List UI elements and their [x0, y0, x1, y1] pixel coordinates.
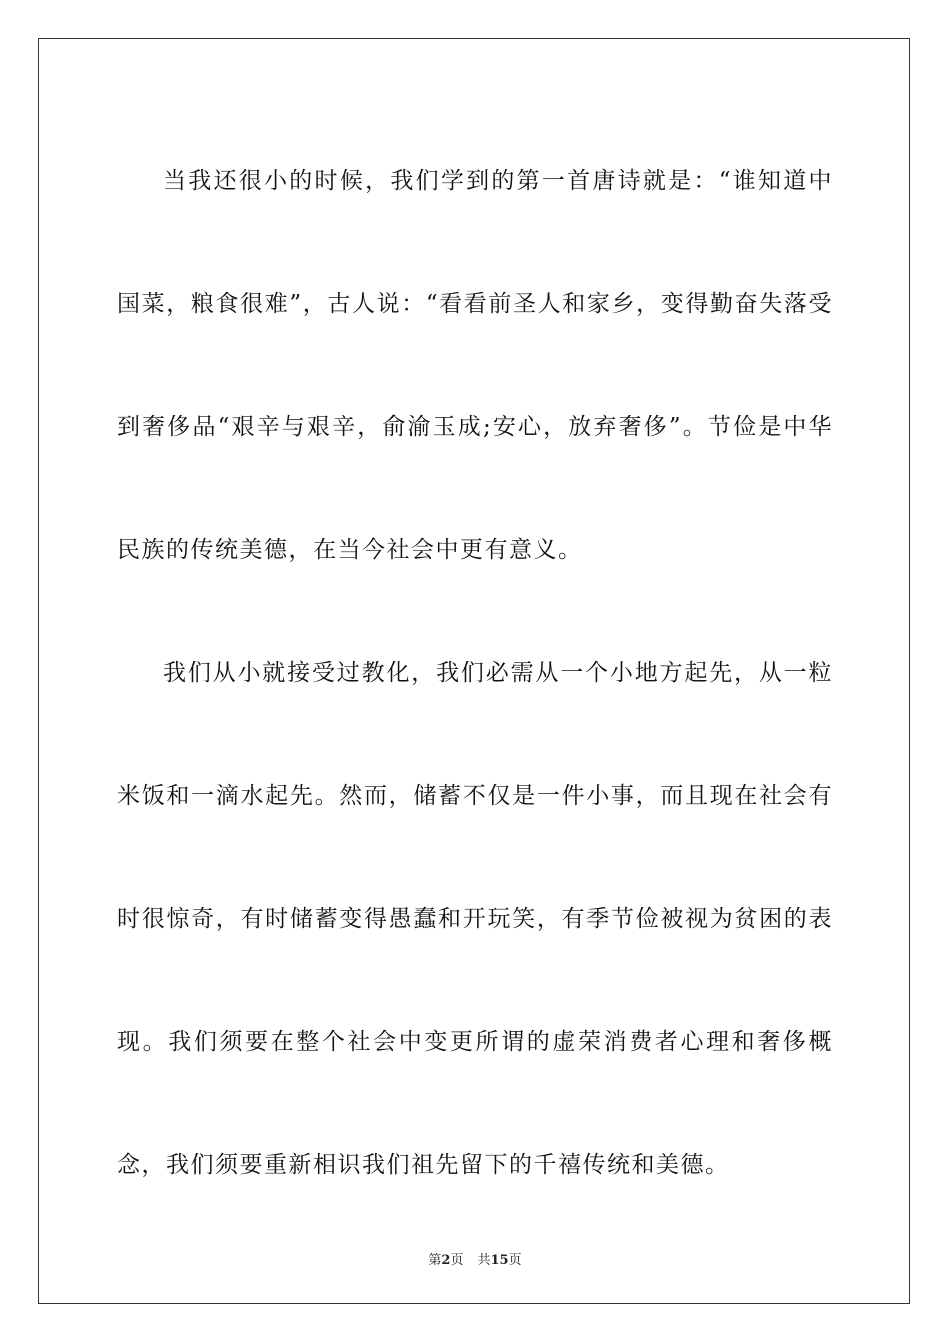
document-body — [117, 120, 833, 1227]
page-suffix: 页 — [450, 1253, 464, 1268]
total-suffix: 页 — [508, 1253, 522, 1268]
page-number: 2 — [441, 1253, 451, 1268]
page-footer — [0, 1249, 950, 1268]
total-prefix: 共 — [477, 1253, 491, 1268]
paragraph-1: 当我还很小的时候，我们学到的第一首唐诗就是：“谁知道中国菜，粮食很难”，古人说：“看看前圣人和家乡，变得勤奋失落受到奢侈品“艰辛与艰辛，俞渝玉成;安心，放弃奢侈”。节俭是中华民族的传统美德，在当今社会中更有意义。 — [117, 168, 833, 563]
total-pages: 15 — [490, 1253, 509, 1268]
paragraph-2: 我们从小就接受过教化，我们必需从一个小地方起先，从一粒米饭和一滴水起先。然而，储蓄不仅是一件小事，而且现在社会有时很惊奇，有时储蓄变得愚蠢和开玩笑，有季节俭被视为贫困的表现。我们须要在整个社会中变更所谓的虚荣消费者心理和奢侈概念，我们须要重新相识我们祖先留下的千禧传统和美德。 — [117, 660, 833, 1178]
page-prefix: 第 — [428, 1253, 442, 1268]
